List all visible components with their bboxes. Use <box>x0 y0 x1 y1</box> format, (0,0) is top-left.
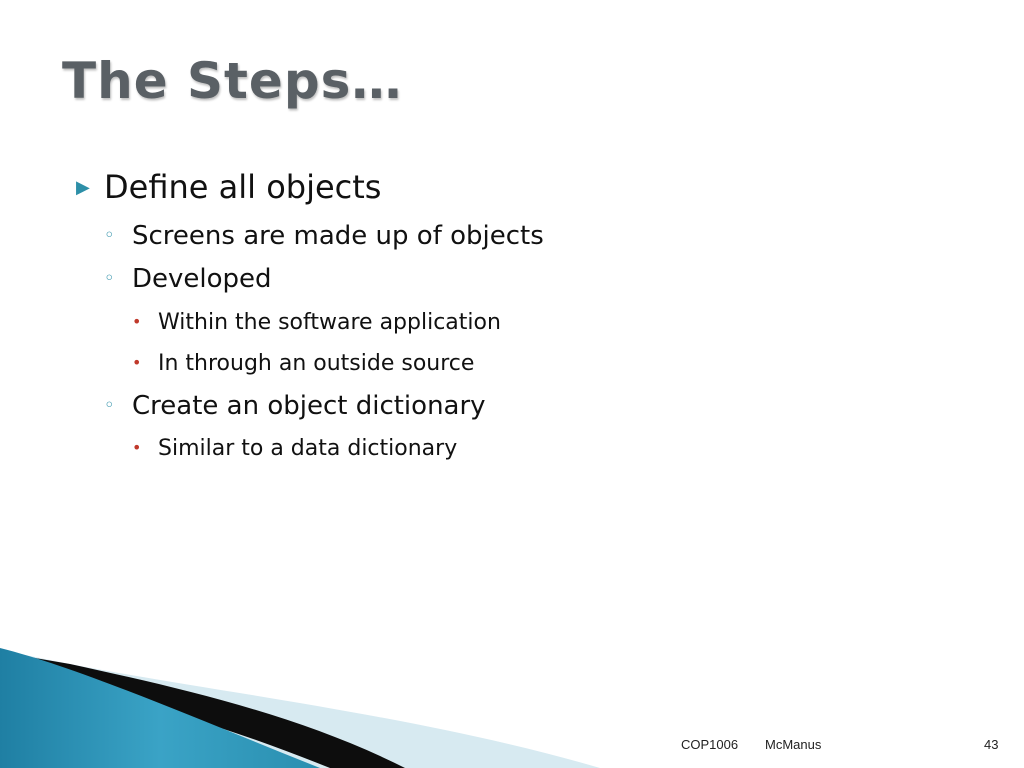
dot-icon: • <box>132 312 142 331</box>
footer-course: COP1006 <box>681 737 739 752</box>
circle-outline-icon: ◦ <box>104 395 115 416</box>
sub-sub-bullet-text: In through an outside source <box>158 351 475 376</box>
slide-title: The Steps… <box>62 52 403 110</box>
sub-bullet-text: Developed <box>132 264 272 294</box>
sub-bullet-text: Screens are made up of objects <box>132 221 544 251</box>
circle-outline-icon: ◦ <box>104 225 115 246</box>
triangle-right-icon: ▶ <box>76 177 90 198</box>
dot-icon: • <box>132 438 142 457</box>
footer-author: McManus <box>765 737 822 752</box>
sub-sub-bullet-text: Within the software application <box>158 310 501 335</box>
dot-icon: • <box>132 353 142 372</box>
circle-outline-icon: ◦ <box>104 268 115 289</box>
sub-sub-bullet-text: Similar to a data dictionary <box>158 436 458 461</box>
sub-bullet-text: Create an object dictionary <box>132 391 486 421</box>
page-number: 43 <box>984 737 999 752</box>
bullet-text: Define all objects <box>104 168 382 206</box>
